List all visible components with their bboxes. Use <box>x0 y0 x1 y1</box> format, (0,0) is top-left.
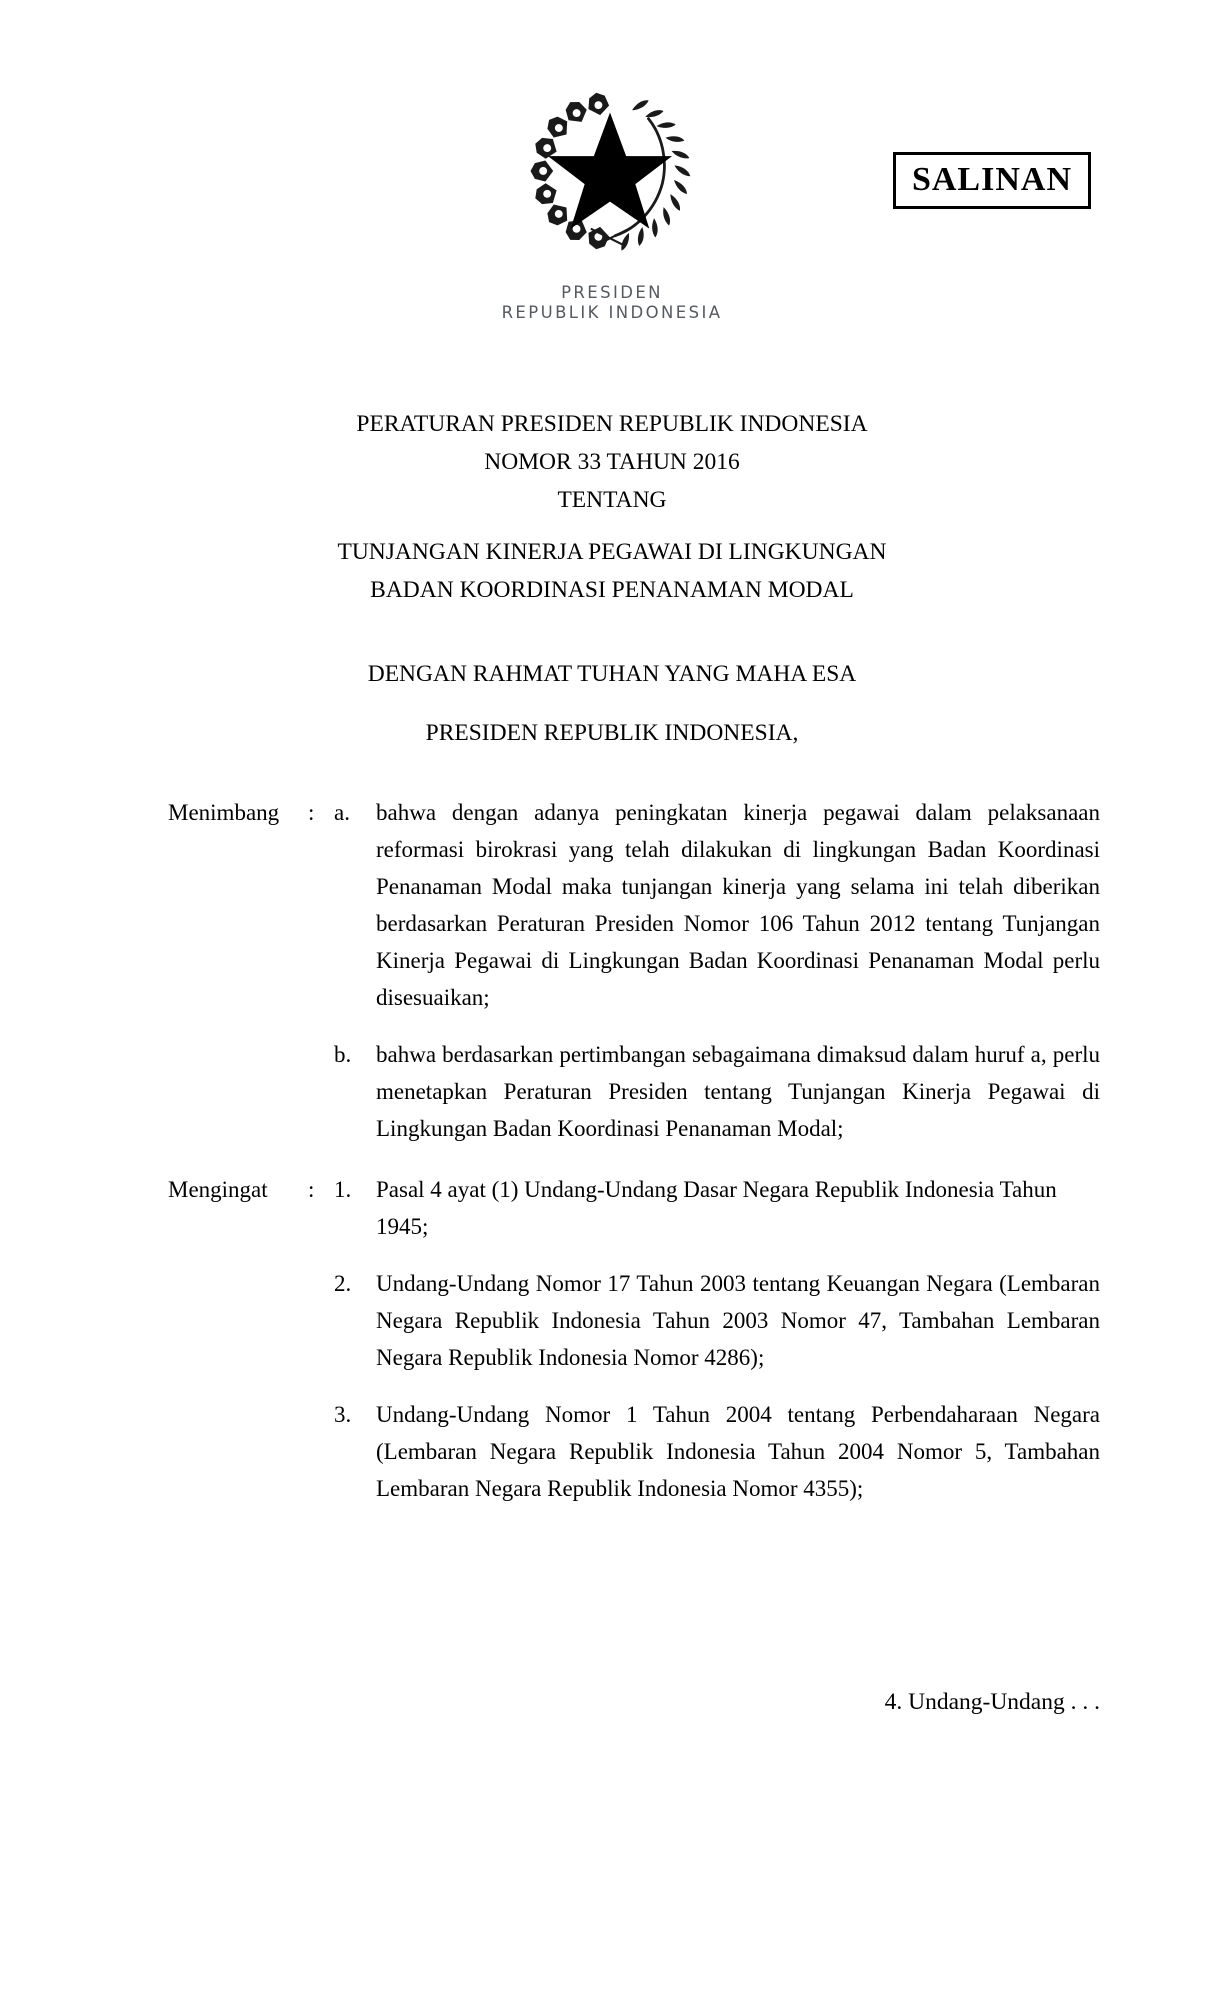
item-marker: b. <box>334 1042 352 1067</box>
salinan-label: SALINAN <box>911 160 1073 198</box>
emblem-caption-line1: PRESIDEN <box>561 283 663 302</box>
clause-label-mengingat: Mengingat <box>168 1177 268 1202</box>
emblem-caption <box>0 283 1224 323</box>
title-line-4: TUNJANGAN KINERJA PEGAWAI DI LINGKUNGAN <box>337 539 887 565</box>
star-wreath-emblem-icon <box>522 88 698 254</box>
clause-items-menimbang <box>334 794 1224 1147</box>
clause-menimbang <box>0 794 1224 1147</box>
clause-mengingat <box>0 1171 1224 1507</box>
clause-colon-menimbang: : <box>308 800 315 825</box>
list-item <box>334 1171 1100 1245</box>
item-text: bahwa berdasarkan pertimbangan sebagaimana dimaksud dalam huruf a, perlu menetapkan Peraturan Presiden tentang Tunjangan Kinerja Pegawai di Lingkungan Badan Koordinasi Penanaman Modal; <box>376 1042 1100 1141</box>
title-line-3: TENTANG <box>557 487 667 513</box>
invocation-line-2: PRESIDEN REPUBLIK INDONESIA, <box>425 720 799 746</box>
item-text: Undang-Undang Nomor 17 Tahun 2003 tentang Keuangan Negara (Lembaran Negara Republik Indonesia Tahun 2003 Nomor 47, Tambahan Lembaran Negara Republik Indonesia Nomor 4286); <box>376 1271 1100 1370</box>
item-marker: 3. <box>334 1402 352 1427</box>
item-text: Pasal 4 ayat (1) Undang-Undang Dasar Negara Republik Indonesia Tahun 1945; <box>376 1177 1057 1239</box>
clause-items-mengingat <box>334 1171 1224 1507</box>
item-marker: 2. <box>334 1271 352 1296</box>
emblem-caption-line2: REPUBLIK INDONESIA <box>501 303 723 322</box>
title-line-2: NOMOR 33 TAHUN 2016 <box>484 449 740 475</box>
item-marker: a. <box>334 800 350 825</box>
list-item <box>334 1265 1100 1376</box>
item-text: Undang-Undang Nomor 1 Tahun 2004 tentang Perbendaharaan Negara (Lembaran Negara Republik Indonesia Tahun 2004 Nomor 5, Tambahan Lembaran Negara Republik Indonesia Nomor 4355); <box>376 1402 1100 1501</box>
title-line-1: PERATURAN PRESIDEN REPUBLIK INDONESIA <box>356 411 868 437</box>
item-marker: 1. <box>334 1177 352 1202</box>
page-catchword: 4. Undang-Undang . . . <box>884 1689 1100 1715</box>
salinan-stamp <box>893 152 1091 209</box>
clause-colon-mengingat: : <box>308 1177 315 1202</box>
document-title <box>0 405 1224 609</box>
invocation-block <box>0 655 1224 752</box>
clauses-area <box>0 794 1224 1507</box>
list-item <box>334 1396 1100 1507</box>
list-item <box>334 1036 1100 1147</box>
invocation-line-1: DENGAN RAHMAT TUHAN YANG MAHA ESA <box>367 661 857 687</box>
title-line-5: BADAN KOORDINASI PENANAMAN MODAL <box>370 577 854 603</box>
clause-spacer <box>0 1147 1224 1171</box>
list-item <box>334 794 1100 1016</box>
item-text: bahwa dengan adanya peningkatan kinerja pegawai dalam pelaksanaan reformasi birokrasi yang telah dilakukan di lingkungan Badan Koordinasi Penanaman Modal maka tunjangan kinerja yang selama ini telah diberikan berdasarkan Peraturan Presiden Nomor 106 Tahun 2012 tentang Tunjangan Kinerja Pegawai di Lingkungan Badan Koordinasi Penanaman Modal perlu disesuaikan; <box>376 800 1100 1010</box>
clause-label-menimbang: Menimbang <box>168 800 280 825</box>
